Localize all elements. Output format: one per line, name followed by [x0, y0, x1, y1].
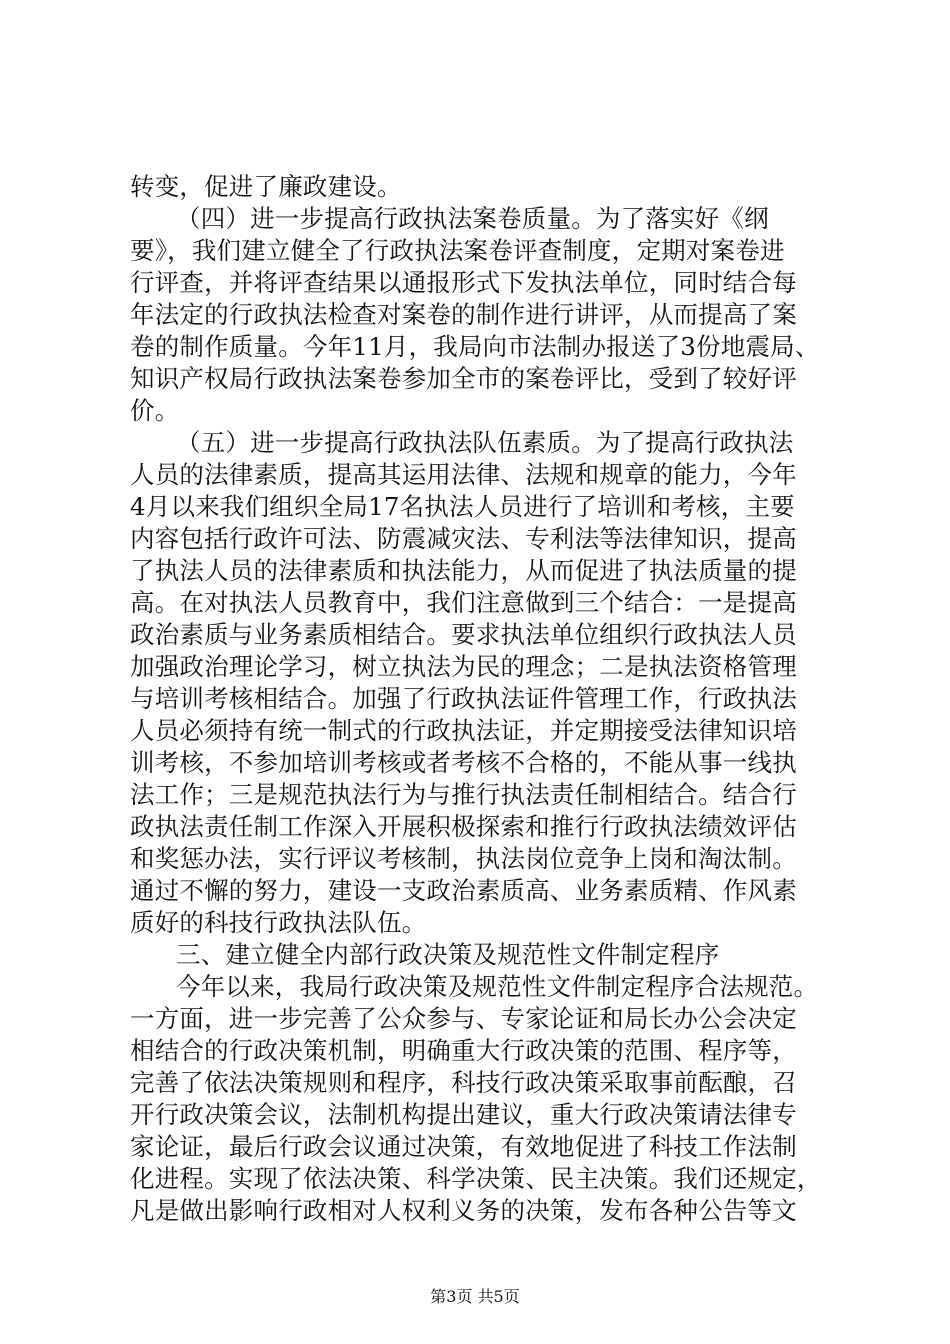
page-number-footer: 第3页 共5页 [430, 1287, 520, 1306]
paragraph-first-line: 今年以来，我局行政决策及规范性文件制定程序合法规范。 [176, 972, 819, 1001]
text-line: 行评查，并将评查结果以通报形式下发执法单位，同时结合每 [130, 268, 797, 297]
text-line: 和奖惩办法，实行评议考核制，执法岗位竞争上岗和淘汰制。 [130, 844, 797, 873]
section-heading: 三、建立健全内部行政决策及规范性文件制定程序 [176, 940, 720, 969]
text-line: 人员的法律素质，提高其运用法律、法规和规章的能力，今年 [130, 460, 797, 489]
text-line: 卷的制作质量。今年11月，我局向市法制办报送了3份地震局、 [130, 332, 820, 361]
text-line: 年法定的行政执法检查对案卷的制作进行讲评，从而提高了案 [130, 300, 797, 329]
text-line: 家论证，最后行政会议通过决策，有效地促进了科技工作法制 [130, 1132, 797, 1161]
text-line: 政执法责任制工作深入开展积极探索和推行行政执法绩效评估 [130, 812, 797, 841]
text-line: 一方面，进一步完善了公众参与、专家论证和局长办公会决定 [130, 1004, 797, 1033]
text-line: 训考核，不参加培训考核或者考核不合格的，不能从事一线执 [130, 748, 797, 777]
text-line: 知识产权局行政执法案卷参加全市的案卷评比，受到了较好评 [130, 364, 797, 393]
text-line: 高。在对执法人员教育中，我们注意做到三个结合：一是提高 [130, 588, 797, 617]
text-line: 开行政决策会议，法制机构提出建议，重大行政决策请法律专 [130, 1100, 797, 1129]
text-line: 要》，我们建立健全了行政执法案卷评查制度，定期对案卷进 [130, 236, 785, 265]
text-line: 通过不懈的努力，建设一支政治素质高、业务素质精、作风素 [130, 876, 797, 905]
text-line: 4月以来我们组织全局17名执法人员进行了培训和考核，主要 [130, 492, 795, 521]
paragraph-heading-line: （四）进一步提高行政执法案卷质量。为了落实好《纲 [176, 204, 769, 233]
text-line: 法工作；三是规范执法行为与推行执法责任制相结合。结合行 [130, 780, 797, 809]
paragraph-heading-line: （五）进一步提高行政执法队伍素质。为了提高行政执法 [176, 428, 794, 457]
text-line: 质好的科技行政执法队伍。 [130, 908, 427, 937]
text-line: 凡是做出影响行政相对人权利义务的决策，发布各种公告等文 [130, 1196, 797, 1225]
text-line: 加强政治理论学习，树立执法为民的理念；二是执法资格管理 [130, 652, 797, 681]
text-line: 价。 [130, 396, 180, 425]
text-line: 内容包括行政许可法、防震减灾法、专利法等法律知识，提高 [130, 524, 797, 553]
text-line: 转变，促进了廉政建设。 [130, 172, 402, 201]
text-line: 了执法人员的法律素质和执法能力，从而促进了执法质量的提 [130, 556, 797, 585]
text-line: 与培训考核相结合。加强了行政执法证件管理工作，行政执法 [130, 684, 797, 713]
text-line: 完善了依法决策规则和程序，科技行政决策采取事前酝酿，召 [130, 1068, 797, 1097]
text-line: 政治素质与业务素质相结合。要求执法单位组织行政执法人员 [130, 620, 797, 649]
text-line: 化进程。实现了依法决策、科学决策、民主决策。我们还规定， [130, 1164, 822, 1193]
text-line: 相结合的行政决策机制，明确重大行政决策的范围、程序等， [130, 1036, 797, 1065]
text-line: 人员必须持有统一制式的行政执法证，并定期接受法律知识培 [130, 716, 797, 745]
